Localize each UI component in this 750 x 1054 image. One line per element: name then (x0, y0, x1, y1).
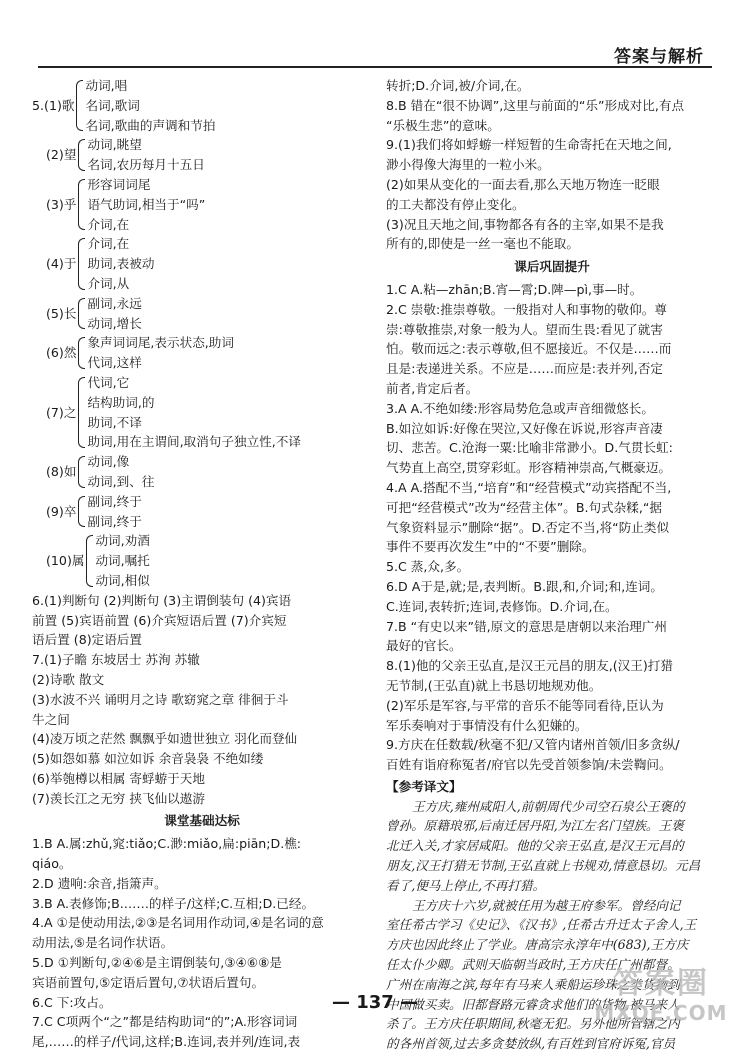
answer-line: (2)如果从变化的一面去看,那么天地万物连一眨眼 (386, 176, 660, 192)
answer-line: 气势直上高空,贯穿彩虹。形容精神崇高,气概豪迈。 (386, 460, 672, 476)
answer-line: 所有的,即使是一丝一毫也不能取。 (386, 236, 579, 252)
q5-group (32, 452, 372, 492)
q5-item: 副词,终于 (87, 493, 142, 509)
q5-group-label-wrap (32, 531, 84, 590)
q5-group-label: (9)卒 (46, 503, 77, 519)
answer-line: 1.C A.粘—zhān;B.宵—霄;D.陴—pì,事—时。 (386, 281, 643, 297)
answer-line: (6)举匏樽以相属 寄蜉蝣于天地 (32, 770, 205, 786)
answer-line: 9.(1)我们将如蜉蝣一样短暂的生命寄托在天地之间, (386, 137, 672, 153)
brace-mark (78, 337, 85, 369)
q5-item: 动词,到、往 (87, 473, 155, 489)
q5-group-items (85, 76, 372, 135)
answer-line: 渺小得像大海里的一粒小米。 (386, 157, 550, 173)
answer-line: 百姓有诣府称冤者/府官以先受首领参饷/未尝鞫问。 (386, 757, 672, 773)
q5-group-label-wrap (32, 234, 76, 293)
q5-item: 助词,不译 (87, 414, 142, 430)
answer-line: (2)军乐是军容,与平常的音乐不能等同看待,臣认为 (386, 697, 664, 713)
q5-group (32, 531, 372, 590)
answer-line: 4.A A.搭配不当,“培育”和“经营模式”动宾搭配不当, (386, 479, 672, 495)
q5-group (32, 492, 372, 532)
q5-group (32, 234, 372, 293)
answer-line: (3)况且天地之间,事物都各有各的主宰,如果不是我 (386, 216, 664, 232)
q5-item: 动词,眺望 (87, 137, 142, 153)
q5-group (32, 373, 372, 452)
answer-line: 6.C 下:攻占。 (32, 994, 112, 1010)
answer-line: 语后置 (8)定语后置 (32, 632, 142, 648)
q5-group-label-wrap (32, 373, 76, 452)
q5-item: 动词,像 (87, 454, 130, 470)
answer-line: 且是:表递进关系。不应是……而应是:表并列,否定 (386, 361, 663, 377)
answer-line: 可把“经营模式”改为“经营主体”。B.句式杂糅,“据 (386, 499, 662, 515)
q5-group-items (87, 294, 372, 334)
brace-mark (78, 179, 85, 230)
q5-group-label: (4)于 (46, 256, 77, 272)
answer-line: 崇:尊敬推崇,对象一般为人。望而生畏:看见了就害 (386, 321, 663, 337)
q5-group-items (87, 175, 372, 234)
watermark-logo (586, 967, 736, 1029)
q5-item: 动词,劝酒 (95, 533, 150, 549)
translation-line: 北迁入关,才家居咸阳。他的父亲王弘直,是汉王元昌的 (386, 838, 684, 854)
translation-line: 看了,便马上停止,不再打猎。 (386, 877, 546, 893)
answer-line: 8.B 错在“很不协调”,这里与前面的“乐”形成对比,有点 (386, 97, 685, 113)
page-header (0, 0, 750, 67)
answer-line: 最好的官长。 (386, 638, 462, 654)
brace-mark (78, 238, 85, 289)
q5-item: 动词,相似 (95, 572, 150, 588)
q5-group-label: (10)属 (46, 553, 85, 569)
watermark-line2: MXQE.COM (594, 1001, 728, 1025)
answer-line: 8.(1)他的父亲王弘直,是汉王元昌的朋友,(汉王)打猎 (386, 658, 673, 674)
q5-group-label: (1)歌 (44, 97, 75, 113)
q5-number: 5. (32, 97, 45, 113)
brace-mark (78, 298, 85, 330)
answer-line: 2.D 遗响:余音,指箫声。 (32, 875, 167, 891)
translation-line: 朋友,汉王打猎无节制,王弘直就上书规劝,情意恳切。元昌 (386, 858, 701, 874)
answer-line: 5.C 蒸,众,多。 (386, 559, 470, 575)
q5-item: 介词,从 (87, 275, 130, 291)
answer-line: 6.D A于是,就;是,表判断。B.跟,和,介词;和,连词。 (386, 578, 663, 594)
q5-item: 动词,增长 (87, 315, 142, 331)
q5-group (32, 294, 372, 334)
q5-item: 助词,用在主谓间,取消句子独立性,不译 (87, 434, 301, 450)
brace-mark (78, 496, 85, 528)
translation-line: 王方庆,雍州咸阳人,前朝周代少司空石泉公王褒的 (412, 798, 685, 814)
answer-line: 前者,肯定后者。 (386, 380, 479, 396)
answer-line: 7.C C项两个“之”都是结构助词“的”;A.形容词词 (32, 1014, 298, 1030)
q5-group-label-wrap (32, 294, 76, 334)
q5-item: 结构助词,的 (87, 394, 155, 410)
q5-item: 介词,在 (87, 216, 130, 232)
page-number: — 137 — (331, 992, 419, 1013)
answer-line: (2)诗歌 散文 (32, 671, 105, 687)
q5-item: 介词,在 (87, 236, 130, 252)
answer-line: 转折;D.介词,被/介词,在。 (386, 78, 530, 93)
q5-group-items (87, 234, 372, 293)
q5-group-label: (3)乎 (46, 196, 77, 212)
q5-group (32, 76, 372, 135)
answer-line: 怕。敬而远之:表示尊敬,但不愿接近。不仅是……而 (386, 341, 672, 357)
header-rule (38, 66, 712, 68)
brace-mark (78, 456, 85, 488)
right-answers-afterclass (386, 280, 718, 775)
right-answers-top (386, 76, 718, 254)
header-title: 答案与解析 (614, 47, 704, 67)
answer-line: 3.B A.表修饰;B.……的样子/这样;C.互相;D.已经。 (32, 895, 315, 911)
q5-group-items (87, 135, 372, 175)
q5-item: 名词,歌词 (85, 97, 140, 113)
q5-item: 形容词词尾 (87, 176, 151, 192)
section-heading-classroom: 课堂基础达标 (164, 813, 240, 829)
answer-line: (5)如怨如慕 如泣如诉 余音袅袅 不绝如缕 (32, 751, 264, 767)
q5-block (32, 76, 372, 591)
answer-line: 气象资料显示”删除“据”。D.否定不当,将“防止类似 (386, 519, 670, 535)
q5-group-label: (6)然 (46, 345, 77, 361)
left-answers-classroom (32, 834, 372, 1052)
answer-line: 9.方庆在任数载/秋毫不犯/又管内诸州首领/旧多贪纵/ (386, 737, 680, 753)
q5-group-items (95, 531, 372, 590)
q5-group-label-wrap (32, 452, 76, 492)
translation-tag: 【参考译文】 (386, 778, 462, 794)
q5-group-label-wrap (32, 175, 76, 234)
translation-line: 室任希古学习《史记》、《汉书》,任希古升迁太子舍人,王 (386, 917, 697, 933)
answer-line: 的工夫都没有停止变化。 (386, 196, 525, 212)
q5-group-label-wrap (32, 492, 76, 532)
q5-item: 象声词词尾,表示状态,助词 (87, 335, 234, 351)
section-heading-afterclass: 课后巩固提升 (514, 259, 590, 275)
answer-line: 宾语前置句,⑤定语后置句,⑦状语后置句。 (32, 974, 265, 990)
q5-group (32, 175, 372, 234)
q5-item: 动词,嘱托 (95, 553, 150, 569)
brace-mark (86, 535, 93, 586)
q5-item: 代词,这样 (87, 355, 142, 371)
answer-line: 动用法,⑤是名词作状语。 (32, 935, 174, 951)
answer-line: B.如泣如诉:好像在哭泣,又好像在诉说,形容声音凄 (386, 420, 663, 436)
q5-group-label: (2)望 (46, 147, 77, 163)
answer-line: C.连词,表转折;连词,表修饰。D.介词,在。 (386, 598, 618, 614)
translation-line: 广州在南海之滨,每年有马来人乘船运珍珠之类货物到 (386, 976, 680, 992)
brace-mark (78, 139, 85, 171)
translation-line: 中国做买卖。旧都督路元睿贪求他们的货物,被马来人 (386, 996, 680, 1012)
answer-line: qiáo。 (32, 856, 72, 872)
q5-item: 动词,唱 (85, 78, 128, 93)
q5-group-items (87, 333, 372, 373)
q5-group-label-wrap (32, 333, 76, 373)
answer-line: 4.A ①是使动用法,②③是名词用作动词,④是名词的意 (32, 915, 324, 931)
q5-item: 代词,它 (87, 374, 130, 390)
right-column (386, 76, 718, 1054)
left-column (32, 76, 372, 1052)
answer-line: 尾,……的样子/代词,这样;B.连词,表并列/连词,表 (32, 1034, 301, 1050)
translation-line: 杀了。王方庆任职期间,秋毫无犯。另外他所管辖之内 (386, 1016, 680, 1032)
brace-mark (76, 80, 83, 131)
answer-line: 1.B A.属:zhǔ,窕:tiǎo;C.渺:miǎo,扁:piān;D.樵: (32, 836, 302, 852)
answer-line: (3)水波不兴 诵明月之诗 歌窈窕之章 徘徊于斗 (32, 691, 289, 707)
brace-mark (78, 377, 85, 448)
answer-line: (7)羡长江之无穷 挟飞仙以遨游 (32, 790, 205, 806)
q5-group-items (87, 452, 372, 492)
answer-line: 牛之间 (32, 711, 70, 727)
q5-item: 语气助词,相当于“吗” (87, 196, 206, 212)
answer-line: (4)凌万顷之茫然 飘飘乎如遗世独立 羽化而登仙 (32, 731, 298, 747)
answer-line: 无节制,(王弘直)就上书恳切地规劝他。 (386, 677, 602, 693)
translation-line: 曾孙。原籍琅邪,后南迁居丹阳,为江左名门望族。王褒 (386, 818, 684, 834)
q5-group-items (87, 373, 372, 452)
q5-group-label-wrap (32, 135, 76, 175)
q5-item: 名词,歌曲的声调和节拍 (85, 117, 216, 133)
answer-line: 7.(1)子瞻 东坡居士 苏洵 苏辙 (32, 652, 200, 668)
watermark-line1: 答案圈 (613, 966, 709, 1001)
answer-line: 2.C 崇敬:推崇尊敬。一般指对人和事物的敬仰。尊 (386, 301, 667, 317)
q5-group-label: (7)之 (46, 404, 77, 420)
answer-line: 5.D ①判断句,②④⑥是主谓倒装句,③④⑥⑧是 (32, 955, 282, 971)
translation-line: 的各州首领,过去多贪婪放纵,有百姓到官府诉冤,官员 (386, 1036, 676, 1052)
q5-item: 名词,农历每月十五日 (87, 157, 205, 173)
q5-group (32, 333, 372, 373)
answer-line: 事件不要再次发生”中的“不要”删除。 (386, 539, 595, 555)
q5-group-label: (5)长 (46, 305, 77, 321)
translation-line: 方庆也因此终止了学业。唐高宗永淳年中(683),王方庆 (386, 937, 689, 953)
answer-line: 6.(1)判断句 (2)判断句 (3)主谓倒装句 (4)宾语 (32, 592, 292, 608)
answer-line: 军乐奏响对于事情没有什么犯嫌的。 (386, 717, 588, 733)
q5-group-label-wrap (32, 76, 74, 135)
translation-line: 任太仆少卿。武则天临朝当政时,王方庆任广州都督。 (386, 957, 680, 973)
left-answers-6-7 (32, 591, 372, 809)
answer-line: 7.B “有史以来”错,原文的意思是唐朝以来治理广州 (386, 618, 667, 634)
translation-line: 王方庆十六岁,就被任用为越王府参军。曾经向记 (412, 897, 681, 913)
q5-group-label: (8)如 (46, 464, 77, 480)
q5-item: 助词,表被动 (87, 256, 155, 272)
q5-group (32, 135, 372, 175)
answer-line: “乐极生悲”的意味。 (386, 117, 500, 133)
q5-item: 副词,终于 (87, 513, 142, 529)
q5-item: 副词,永远 (87, 295, 142, 311)
q5-group-items (87, 492, 372, 532)
answer-line: 3.A A.不绝如缕:形容局势危急或声音细微悠长。 (386, 400, 654, 416)
answer-line: 切、悲苦。C.沧海一粟:比喻非常渺小。D.气贯长虹: (386, 440, 673, 456)
answer-line: 前置 (5)宾语前置 (6)介宾短语后置 (7)介宾短 (32, 612, 287, 628)
